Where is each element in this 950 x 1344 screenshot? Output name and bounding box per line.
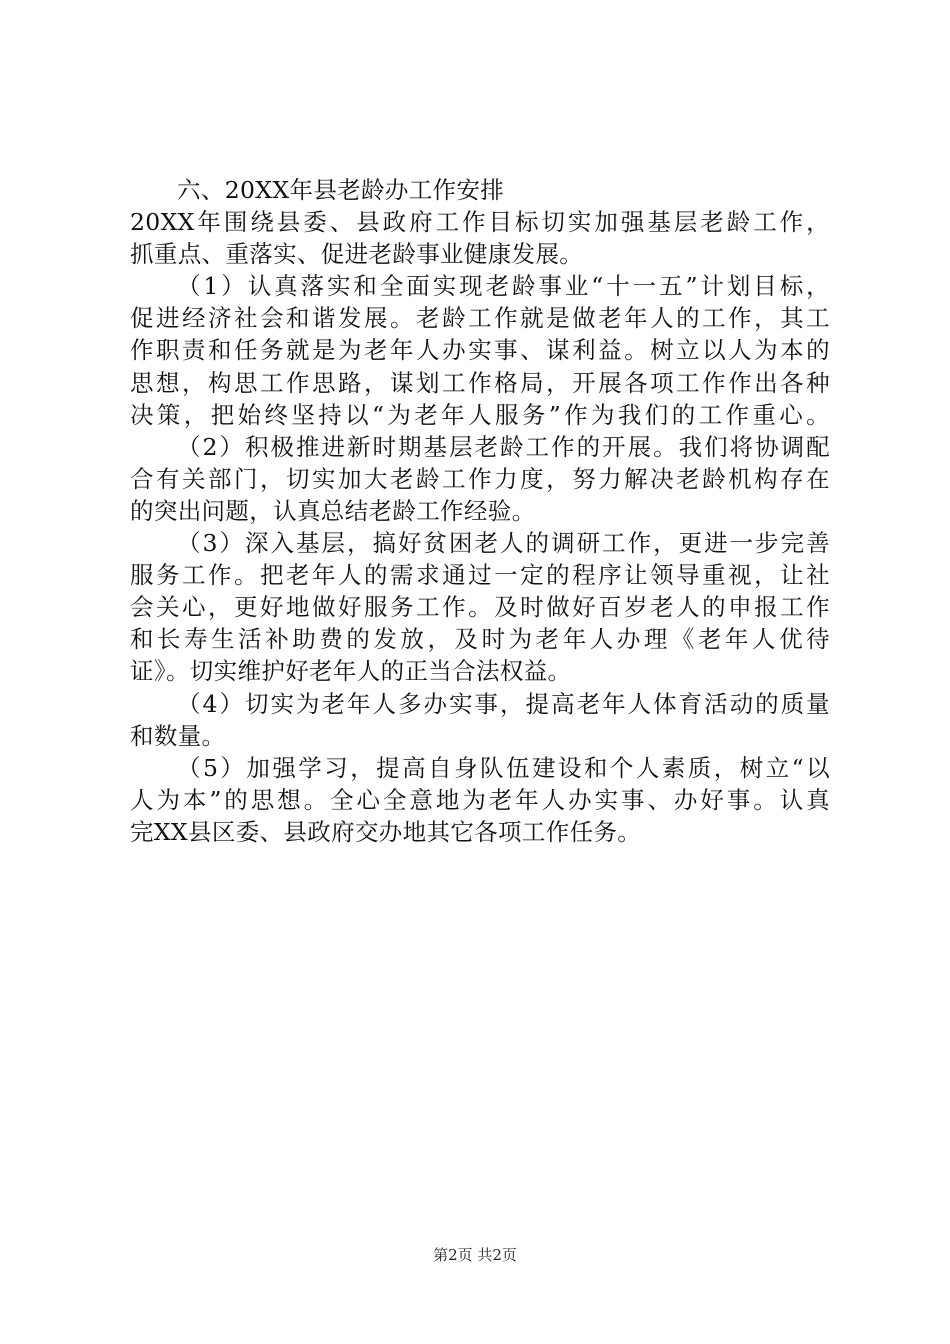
text-line: 思想，构思工作思路，谋划工作格局，开展各项工作作出各种 — [130, 368, 830, 397]
text-line: 促进经济社会和谐发展。老龄工作就是做老年人的工作，其工 — [130, 304, 830, 333]
text-line: 服务工作。把老年人的需求通过一定的程序让领导重视，让社 — [130, 561, 830, 590]
text-line: 作职责和任务就是为老年人办实事、谋利益。树立以人为本的 — [130, 336, 830, 365]
text-line: 抓重点、重落实、促进老龄事业健康发展。 — [130, 240, 584, 269]
section-heading: 六、20XX年县老龄办工作安排 — [177, 176, 505, 204]
text-line: 证》。切实维护好老年人的正当合法权益。 — [130, 657, 572, 686]
text-line: 和长寿生活补助费的发放，及时为老年人办理《老年人优待 — [130, 625, 830, 654]
text-line: （3）深入基层，搞好贫困老人的调研工作，更进一步完善 — [177, 529, 830, 558]
text-line: （1）认真落实和全面实现老龄事业“十一五”计划目标， — [177, 272, 830, 301]
text-line: 会关心，更好地做好服务工作。及时做好百岁老人的申报工作 — [130, 593, 830, 622]
text-line: （5）加强学习，提高自身队伍建设和个人素质，树立“以 — [177, 753, 830, 782]
document-body — [130, 174, 830, 848]
page-number-footer: 第2页 共2页 — [433, 1246, 517, 1264]
text-line: 合有关部门，切实加大老龄工作力度，努力解决老龄机构存在 — [130, 464, 830, 493]
text-line: 人为本”的思想。全心全意地为老年人办实事、办好事。认真 — [130, 785, 830, 814]
text-line: 完XX县区委、县政府交办地其它各项工作任务。 — [130, 817, 642, 846]
text-line: 和数量。 — [130, 721, 226, 750]
text-line: 的突出问题，认真总结老龄工作经验。 — [130, 496, 536, 525]
text-line: （2）积极推进新时期基层老龄工作的开展。我们将协调配 — [177, 432, 830, 461]
text-line: （4）切实为老年人多办实事，提高老年人体育活动的质量 — [177, 689, 830, 718]
text-line: 20XX年围绕县委、县政府工作目标切实加强基层老龄工作， — [130, 208, 830, 237]
text-line: 决策，把始终坚持以“为老年人服务”作为我们的工作重心。 — [130, 400, 830, 429]
